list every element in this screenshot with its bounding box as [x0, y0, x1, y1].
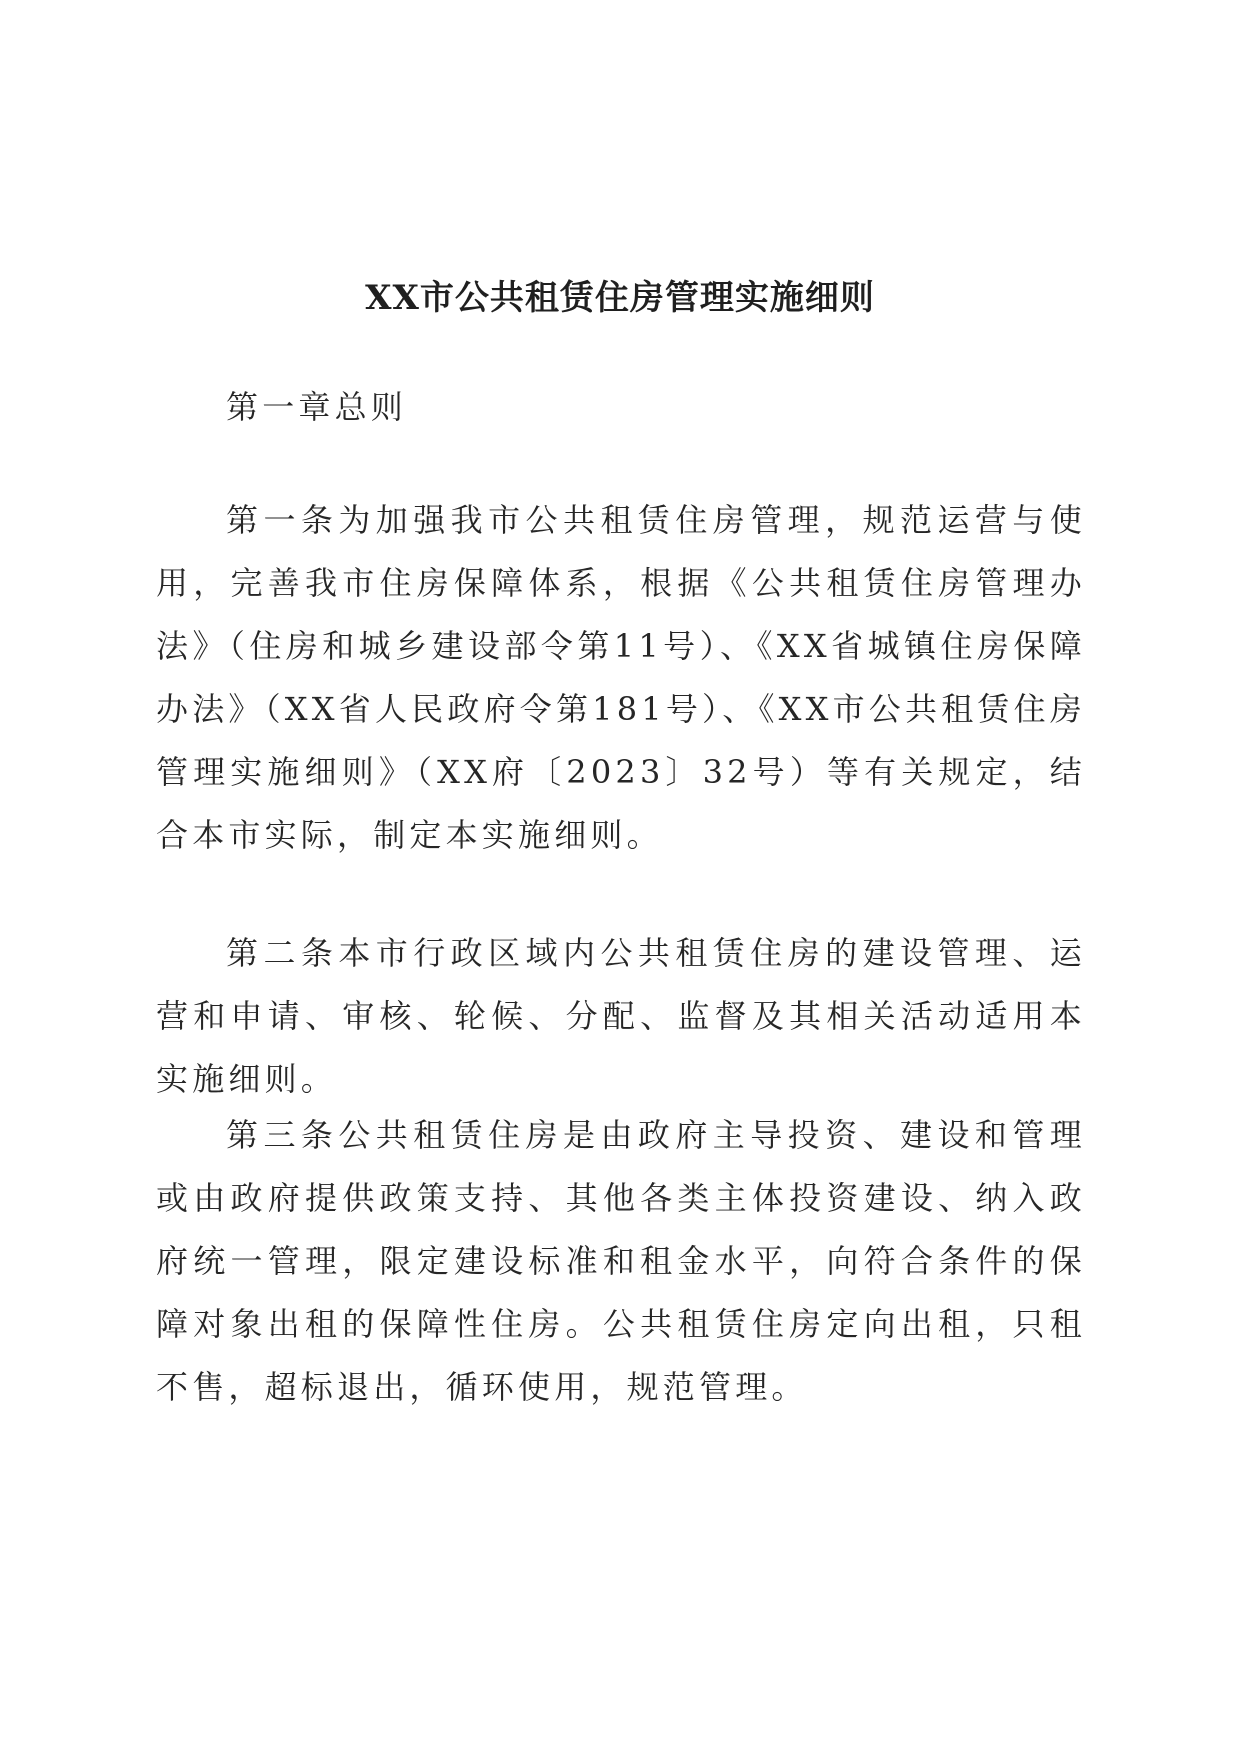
- article-1: 第一条为加强我市公共租赁住房管理，规范运营与使用，完善我市住房保障体系，根据《公共租赁住房管理办法》（住房和城乡建设部令第11号）、《XX省城镇住房保障办法》（XX省人民政府令第181号）、《XX市公共租赁住房管理实施细则》（XX府〔2023〕32号）等有关规定，结合本市实际，制定本实施细则。: [156, 501, 1087, 854]
- article-2: 第二条本市行政区域内公共租赁住房的建设管理、运营和申请、审核、轮候、分配、监督及其相关活动适用本实施细则。: [156, 934, 1086, 1098]
- chapter-heading: 第一章总则: [226, 388, 408, 426]
- article-3: 第三条公共租赁住房是由政府主导投资、建设和管理或由政府提供政策支持、其他各类主体投资建设、纳入政府统一管理，限定建设标准和租金水平，向符合条件的保障对象出租的保障性住房。公共租赁住房定向出租，只租不售，超标退出，循环使用，规范管理。: [156, 1116, 1086, 1406]
- document-title: XX市公共租赁住房管理实施细则: [365, 278, 875, 318]
